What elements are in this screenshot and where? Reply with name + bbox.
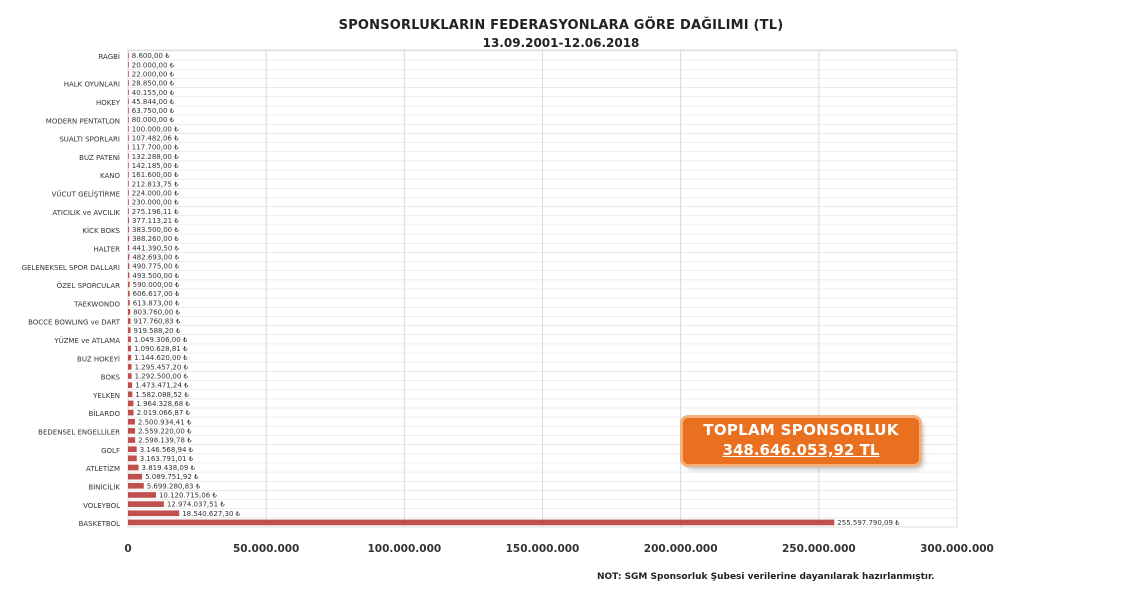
x-tick-label: 300.000.000	[920, 543, 994, 555]
bar-value-label: 10.120.715,06 ₺	[158, 491, 217, 500]
bar-value-label: 132.288,00 ₺	[131, 152, 179, 161]
category-label: HALK OYUNLARI	[63, 80, 120, 89]
category-label: HOKEY	[95, 99, 120, 108]
total-label: TOPLAM SPONSORLUK	[703, 421, 899, 439]
category-label: ATICILIK ve AVCILIK	[52, 208, 120, 217]
bar	[128, 309, 130, 315]
category-label: ATLETİZM	[85, 465, 120, 474]
bar-value-label: 2.598.139,78 ₺	[138, 436, 192, 445]
bar-value-label: 212.813,75 ₺	[131, 180, 179, 189]
bar	[128, 71, 129, 77]
bar-value-label: 1.295.457,20 ₺	[134, 363, 189, 372]
category-label: GELENEKSEL SPOR DALLARI	[21, 263, 120, 272]
x-tick-label: 250.000.000	[781, 543, 856, 555]
bar-value-label: 100.000,00 ₺	[131, 125, 179, 134]
bar	[128, 327, 131, 333]
bar	[128, 456, 137, 462]
bar	[128, 300, 130, 306]
bar-value-label: 917.760,83 ₺	[133, 317, 181, 326]
bar-value-label: 1.473.471,24 ₺	[135, 381, 189, 390]
bar	[128, 465, 139, 471]
total-sponsorship-box	[683, 418, 919, 464]
bar-value-label: 3.819.438,09 ₺	[141, 464, 195, 473]
bar	[128, 355, 131, 361]
bar	[128, 446, 137, 452]
bar	[128, 382, 132, 388]
bar	[128, 272, 129, 278]
bar	[128, 190, 129, 196]
bar-value-label: 28.850,00 ₺	[131, 79, 175, 88]
bar-value-label: 224.000,00 ₺	[131, 189, 179, 198]
category-label: GOLF	[101, 446, 120, 455]
x-tick-label: 150.000.000	[505, 543, 580, 555]
category-label: KANO	[99, 172, 120, 181]
category-label: TAEKWONDO	[74, 300, 120, 309]
bar	[128, 401, 133, 407]
bar	[128, 373, 132, 379]
bar-value-label: 1.292.500,00 ₺	[134, 372, 189, 381]
bar-value-label: 40.155,00 ₺	[131, 88, 175, 97]
bar	[128, 199, 129, 205]
bar-value-label: 2.559.220,00 ₺	[138, 427, 192, 436]
bar-value-label: 1.144.620,00 ₺	[134, 354, 188, 363]
bar-value-label: 8.600,00 ₺	[131, 52, 170, 61]
bar	[128, 181, 129, 187]
category-label: BUZ PATENİ	[79, 153, 120, 162]
category-label: BOCCE BOWLING ve DART	[28, 318, 120, 327]
bar	[128, 80, 129, 86]
category-label: HALTER	[93, 245, 120, 254]
bar	[128, 108, 129, 114]
bar-value-label: 388.260,00 ₺	[132, 235, 179, 244]
bar	[128, 437, 135, 443]
bar-value-label: 377.113,21 ₺	[132, 216, 179, 225]
bar-value-label: 1.582.088,52 ₺	[135, 390, 189, 399]
bar-value-label: 490.775,00 ₺	[132, 262, 180, 271]
bar-value-label: 161.600,00 ₺	[131, 171, 179, 180]
bar	[128, 117, 129, 123]
category-label: VÜCUT GELİŞTİRME	[51, 190, 120, 199]
bar	[128, 99, 129, 105]
bar-value-label: 107.482,06 ₺	[131, 134, 179, 143]
bar-value-label: 142.185,00 ₺	[131, 161, 179, 170]
bar-value-label: 3.163.791,01 ₺	[139, 454, 194, 463]
bar-value-label: 5.089.751,92 ₺	[145, 473, 199, 482]
category-label: BASKETBOL	[78, 520, 120, 529]
bar	[128, 346, 131, 352]
bar-value-label: 18.540.627,30 ₺	[182, 509, 241, 518]
bar-value-label: 22.000,00 ₺	[131, 70, 175, 79]
bar-value-label: 613.873,00 ₺	[132, 299, 180, 308]
bar	[128, 227, 129, 233]
bar	[128, 53, 129, 59]
bar	[128, 428, 135, 434]
bar-value-label: 2.500.934,41 ₺	[137, 418, 192, 427]
category-label: BOKS	[100, 373, 120, 382]
bar-value-label: 12.974.037,51 ₺	[166, 500, 225, 509]
category-label: BİNİCİLİK	[88, 483, 120, 492]
category-label: BİLARDO	[88, 410, 120, 419]
x-tick-label: 200.000.000	[643, 543, 718, 555]
bar-value-label: 383.500,00 ₺	[132, 226, 179, 235]
bar	[128, 89, 129, 95]
bar-value-label: 63.750,00 ₺	[131, 107, 175, 116]
bar	[128, 337, 131, 343]
bar	[128, 419, 135, 425]
bar	[128, 236, 129, 242]
bar	[128, 144, 129, 150]
category-label: YELKEN	[93, 391, 120, 400]
category-label: ÖZEL SPORCULAR	[56, 282, 120, 291]
category-label: YÜZME ve ATLAMA	[54, 337, 120, 346]
bar	[128, 501, 164, 507]
bar-value-label: 1.049.306,00 ₺	[133, 335, 188, 344]
bar	[128, 62, 129, 68]
x-tick-label: 50.000.000	[232, 543, 300, 555]
category-label: BEDENSEL ENGELLİLER	[38, 428, 120, 437]
bar-value-label: 803.760,00 ₺	[133, 308, 180, 317]
chart-title: SPONSORLUKLARIN FEDERASYONLARA GÖRE DAĞILIMI (TL)	[338, 18, 784, 33]
bar	[128, 282, 130, 288]
bar-value-label: 117.700,00 ₺	[131, 143, 179, 152]
bar	[128, 291, 130, 297]
bar	[128, 172, 129, 178]
bar-value-label: 493.500,00 ₺	[132, 271, 180, 280]
bar	[128, 163, 129, 169]
bar-value-label: 275.196,11 ₺	[131, 207, 179, 216]
bar-value-label: 80.000,00 ₺	[131, 116, 175, 125]
bar	[128, 474, 142, 480]
bar	[128, 510, 179, 516]
bar	[128, 153, 129, 159]
bar-value-label: 606.617,00 ₺	[132, 290, 180, 299]
bar-value-label: 255.597.790,09 ₺	[837, 518, 900, 527]
x-tick-label: 0	[124, 543, 132, 555]
bar	[128, 263, 129, 269]
bar	[128, 245, 129, 251]
chart-subtitle: 13.09.2001-12.06.2018	[482, 36, 640, 50]
bar-value-label: 441.390,50 ₺	[132, 244, 179, 253]
bar	[128, 218, 129, 224]
bar-value-label: 20.000,00 ₺	[131, 61, 175, 70]
bar	[128, 126, 129, 132]
bar	[128, 254, 129, 260]
bar-value-label: 3.146.568,94 ₺	[139, 445, 194, 454]
bar	[128, 135, 129, 141]
bar-value-label: 919.588,20 ₺	[133, 326, 181, 335]
bar-value-label: 45.844,00 ₺	[131, 97, 175, 106]
category-label: RAGBİ	[98, 53, 120, 62]
category-label: SUALTI SPORLARI	[59, 135, 120, 144]
source-note: NOT: SGM Sponsorluk Şubesi verilerine dayanılarak hazırlanmıştır.	[597, 572, 935, 582]
category-label: BUZ HOKEYİ	[77, 355, 120, 364]
bar-value-label: 482.693,00 ₺	[132, 253, 180, 262]
bar	[128, 391, 132, 397]
bar	[128, 318, 131, 324]
bar-value-label: 1.964.328,68 ₺	[136, 399, 190, 408]
bar	[128, 208, 129, 214]
category-label: KİCK BOKS	[82, 227, 120, 236]
bar-value-label: 2.019.066,87 ₺	[136, 409, 191, 418]
bar-value-label: 230.000,00 ₺	[131, 198, 179, 207]
x-tick-label: 100.000.000	[367, 543, 442, 555]
bar-value-label: 5.699.280,83 ₺	[146, 482, 201, 491]
total-value: 348.646.053,92 TL	[722, 441, 880, 459]
bar	[128, 520, 834, 526]
category-label: MODERN PENTATLON	[45, 117, 120, 126]
bar	[128, 483, 144, 489]
bar-value-label: 1.090.628,81 ₺	[134, 345, 188, 354]
bar	[128, 410, 134, 416]
bar	[128, 364, 132, 370]
bar-value-label: 590.000,00 ₺	[132, 280, 180, 289]
bar	[128, 492, 156, 498]
category-label: VOLEYBOL	[83, 501, 120, 510]
